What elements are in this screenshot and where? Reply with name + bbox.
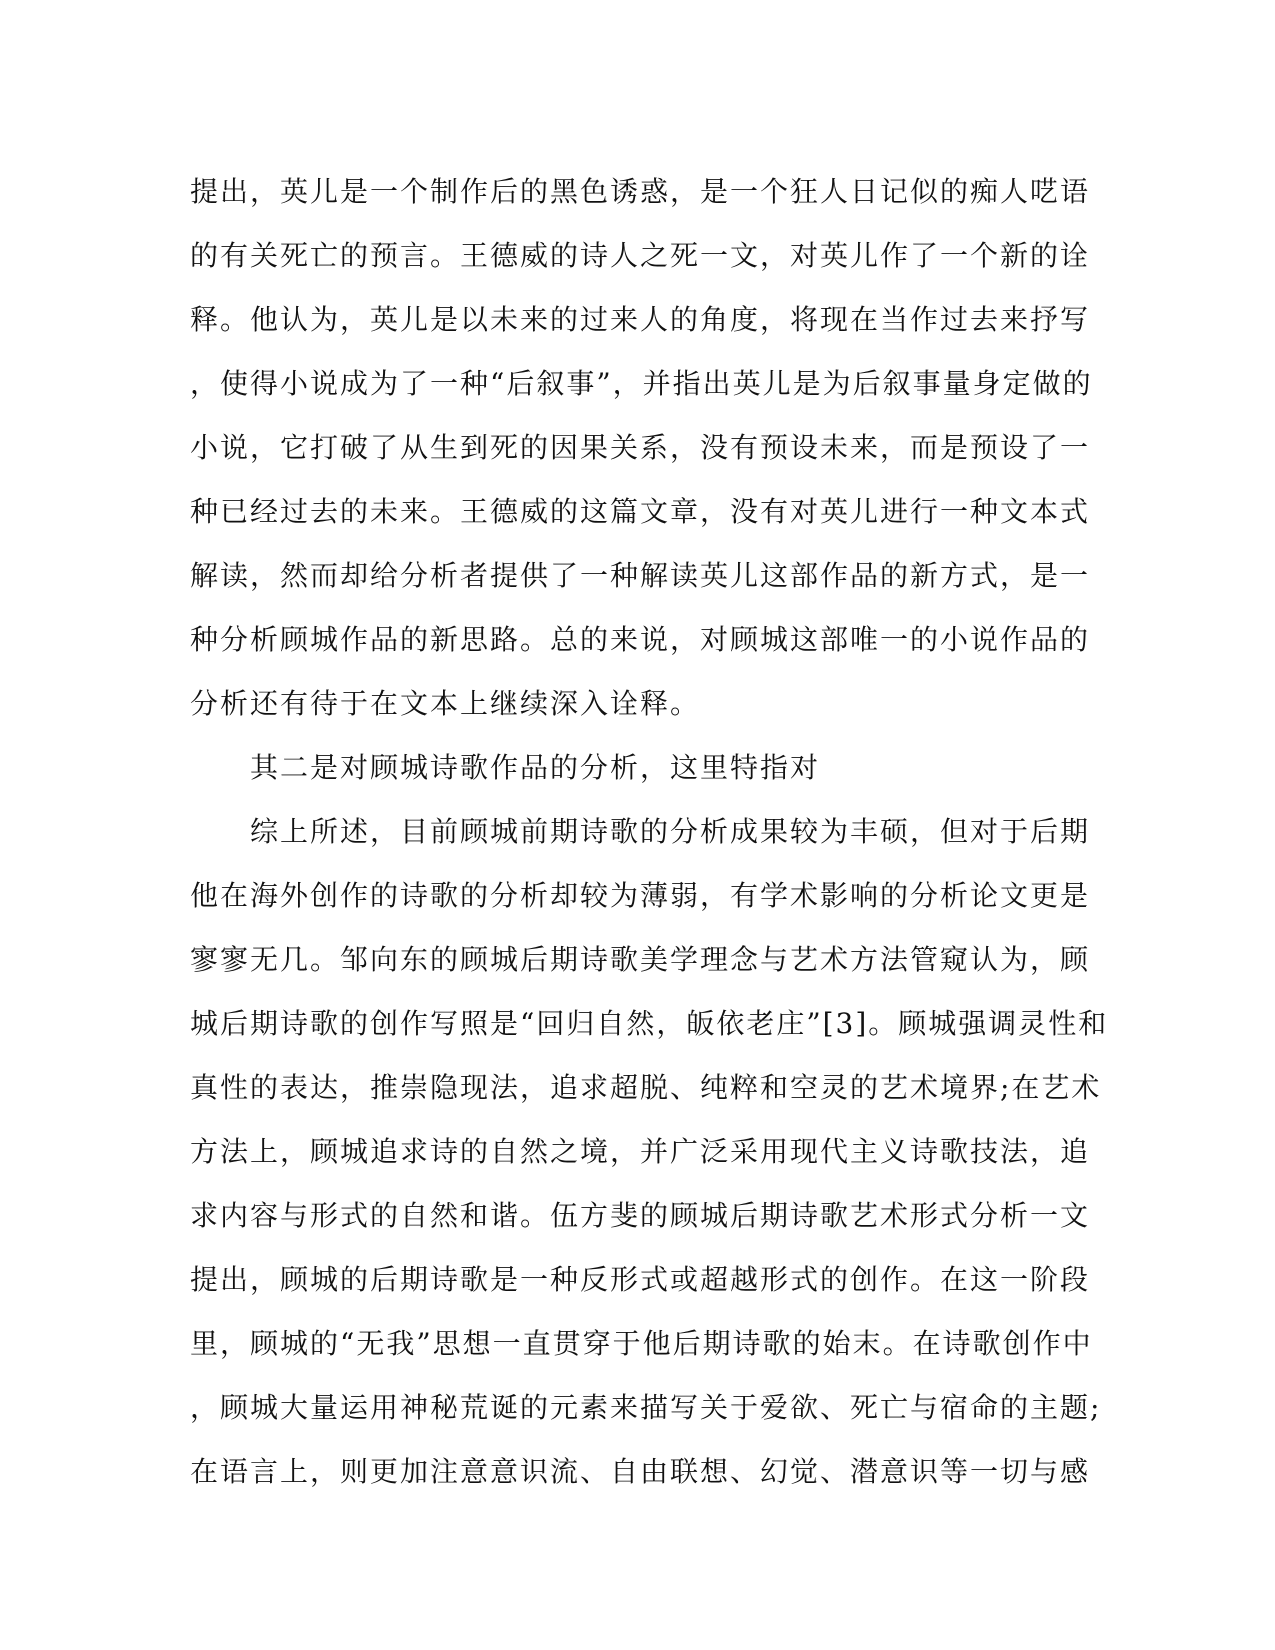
text-line: 解读，然而却给分析者提供了一种解读英儿这部作品的新方式，是一 [190,559,1091,592]
text-line: 种分析顾城作品的新思路。总的来说，对顾城这部唯一的小说作品的 [190,623,1091,656]
text-line: 综上所述，目前顾城前期诗歌的分析成果较为丰硕，但对于后期 [190,815,1091,848]
text-line: 城后期诗歌的创作写照是“回归自然，皈依老庄”[3]。顾城强调灵性和 [190,1007,1109,1040]
paragraph-3 [190,800,1109,1504]
text-line: 的有关死亡的预言。王德威的诗人之死一文，对英儿作了一个新的诠 [190,239,1091,272]
text-line: 真性的表达，推崇隐现法，追求超脱、纯粹和空灵的艺术境界;在艺术 [190,1071,1102,1104]
text-line: 求内容与形式的自然和谐。伍方斐的顾城后期诗歌艺术形式分析一文 [190,1199,1091,1232]
paragraph-1 [190,160,1093,736]
text-line: 寥寥无几。邹向东的顾城后期诗歌美学理念与艺术方法管窥认为，顾 [190,943,1091,976]
text-line: ，使得小说成为了一种“后叙事”，并指出英儿是为后叙事量身定做的 [190,367,1093,400]
text-line: 提出，顾城的后期诗歌是一种反形式或超越形式的创作。在这一阶段 [190,1263,1091,1296]
text-line: 在语言上，则更加注意意识流、自由联想、幻觉、潜意识等一切与感 [190,1455,1091,1488]
paragraph-2 [190,736,1090,800]
paragraph-group [190,736,1109,1504]
text-line: 释。他认为，英儿是以未来的过来人的角度，将现在当作过去来抒写 [190,303,1091,336]
text-line: 他在海外创作的诗歌的分析却较为薄弱，有学术影响的分析论文更是 [190,879,1091,912]
text-line: 其二是对顾城诗歌作品的分析，这里特指对 [190,751,821,784]
text-line: ，顾城大量运用神秘荒诞的元素来描写关于爱欲、死亡与宿命的主题; [190,1391,1102,1424]
text-line: 方法上，顾城追求诗的自然之境，并广泛采用现代主义诗歌技法，追 [190,1135,1091,1168]
text-line: 种已经过去的未来。王德威的这篇文章，没有对英儿进行一种文本式 [190,495,1091,528]
text-line: 小说，它打破了从生到死的因果关系，没有预设未来，而是预设了一 [190,431,1091,464]
text-line: 提出，英儿是一个制作后的黑色诱惑，是一个狂人日记似的痴人呓语 [190,175,1091,208]
text-line: 里，顾城的“无我”思想一直贯穿于他后期诗歌的始末。在诗歌创作中 [190,1327,1093,1360]
text-line: 分析还有待于在文本上继续深入诠释。 [190,687,701,720]
